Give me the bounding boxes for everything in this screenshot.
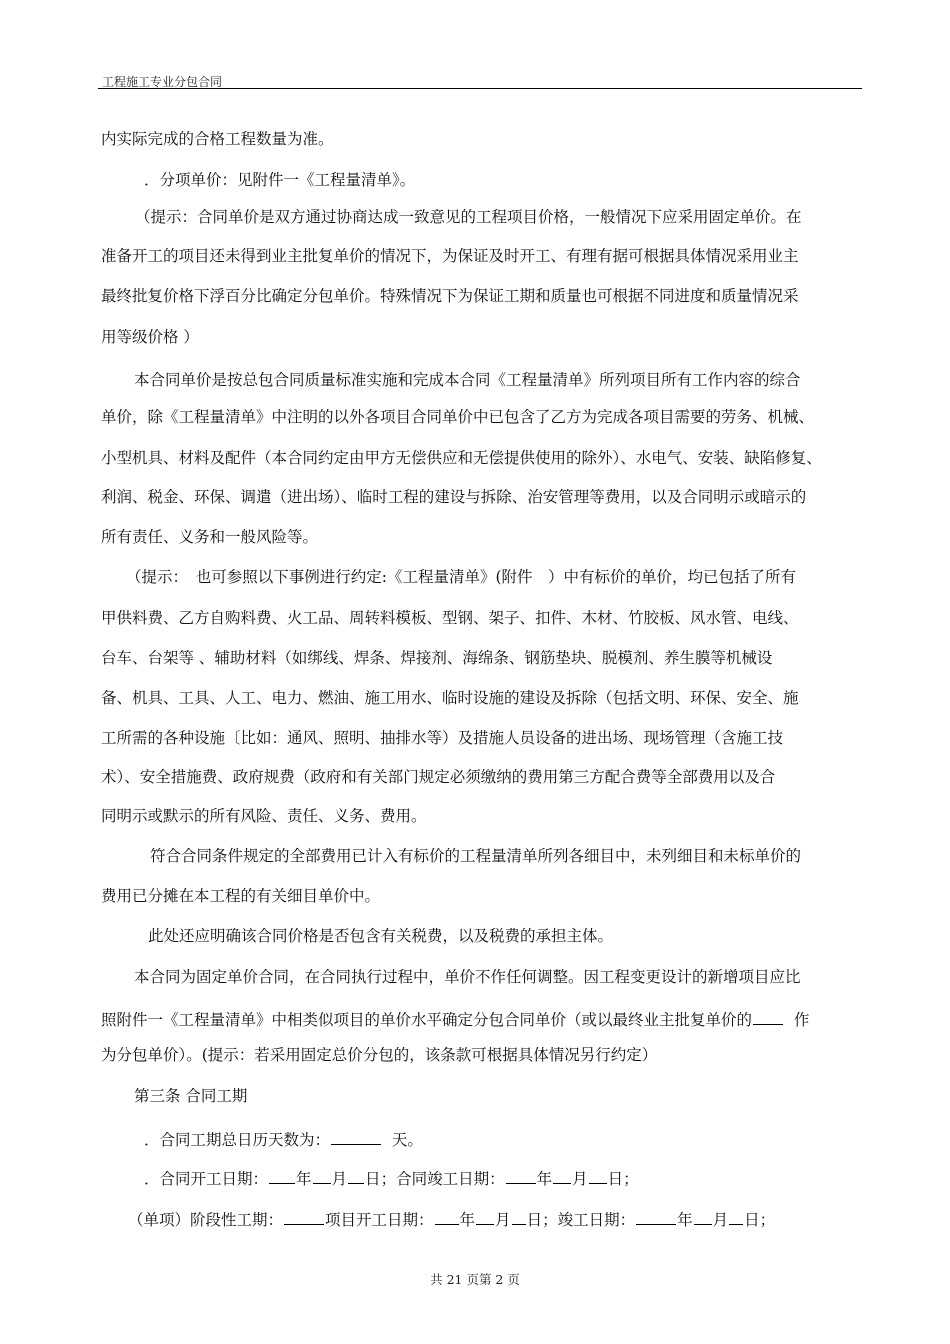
contract-dates-line [144, 1169, 639, 1188]
paragraph-line: 内实际完成的合格工程数量为准。 [101, 130, 334, 148]
year-label: 年 [296, 1170, 312, 1188]
stage-period-line [128, 1210, 775, 1229]
field-label: 天。 [391, 1131, 423, 1149]
day-label: 日； [744, 1211, 776, 1229]
total-days-line [144, 1130, 423, 1149]
paragraph-line: 符合合同条件规定的全部费用已计入有标价的工程量清单所列各细目中，未列细目和未标单价的 [150, 847, 802, 865]
start-month-blank[interactable] [313, 1169, 331, 1184]
stage-end-year-blank[interactable] [636, 1210, 676, 1225]
section-heading: 第三条 合同工期 [134, 1087, 248, 1105]
fill-blank[interactable] [753, 1010, 783, 1025]
paragraph-line: 本合同为固定单价合同，在合同执行过程中，单价不作任何调整。因工程变更设计的新增项目应比 [134, 968, 801, 986]
paragraph-text: 作 [793, 1011, 810, 1029]
paragraph-line: 甲供料费、乙方自购料费、火工品、周转料模板、型钢、架子、扣件、木材、竹胶板、风水管、电线、 [101, 609, 799, 627]
field-label: 项目开工日期： [325, 1211, 434, 1229]
paragraph-text: 照附件一《工程量清单》中相类似项目的单价水平确定分包合同单价（或以最终业主批复单价的 [101, 1011, 753, 1029]
paragraph-line: （提示： 也可参照以下事例进行约定:《工程量清单》(附件 ）中有标价的单价，均已包括了所有 [126, 568, 797, 586]
month-label: 月 [572, 1170, 588, 1188]
paragraph-line: 为分包单价）。(提示：若采用固定总价分包的，该条款可根据具体情况另行约定） [101, 1046, 658, 1064]
paragraph-line: 同明示或默示的所有风险、责任、义务、费用。 [101, 807, 427, 825]
paragraph-line [101, 1010, 809, 1029]
paragraph-line: 术）、安全措施费、政府规费（政府和有关部门规定必须缴纳的费用第三方配合费等全部费用以及合 [101, 768, 776, 786]
stage-end-day-blank[interactable] [729, 1210, 743, 1225]
day-label: 日； [607, 1170, 639, 1188]
paragraph-line: （提示：合同单价是双方通过协商达成一致意见的工程项目价格，一般情况下应采用固定单价。在 [135, 208, 802, 226]
month-label: 月 [712, 1211, 729, 1229]
paragraph-line: 此处还应明确该合同价格是否包含有关税费，以及税费的承担主体。 [148, 927, 614, 945]
total-days-blank[interactable] [331, 1130, 381, 1145]
running-header: 工程施工专业分包合同 [102, 75, 223, 89]
paragraph-line: 利润、税金、环保、调遣（进出场）、临时工程的建设与拆除、治安管理等费用，以及合同明示或暗示的 [101, 488, 807, 506]
year-label: 年 [677, 1211, 693, 1229]
end-month-blank[interactable] [553, 1169, 571, 1184]
start-year-blank[interactable] [269, 1169, 295, 1184]
header-rule [98, 88, 862, 89]
stage-start-year-blank[interactable] [435, 1210, 459, 1225]
day-label: 日 [365, 1170, 381, 1188]
paragraph-line: 台车、台架等 、辅助材料（如绑线、焊条、焊接剂、海绵条、钢筋垫块、脱模剂、养生膜等机械设 [101, 649, 773, 667]
field-label: ．合同开工日期： [144, 1170, 269, 1188]
paragraph-line: 本合同单价是按总包合同质量标准实施和完成本合同《工程量清单》所列项目所有工作内容的综合 [134, 371, 801, 389]
paragraph-line: ．分项单价：见附件一《工程量清单》。 [144, 171, 416, 189]
year-label: 年 [536, 1170, 553, 1188]
field-label: （单项）阶段性工期： [128, 1211, 284, 1229]
year-label: 年 [459, 1211, 476, 1229]
start-day-blank[interactable] [348, 1169, 364, 1184]
paragraph-line: 备、机具、工具、人工、电力、燃油、施工用水、临时设施的建设及拆除（包括文明、环保、安全、施 [101, 689, 799, 707]
paragraph-line: 最终批复价格下浮百分比确定分包单价。特殊情况下为保证工期和质量也可根据不同进度和质量情况采 [101, 287, 799, 305]
day-label: 日 [526, 1211, 543, 1229]
month-label: 月 [495, 1211, 511, 1229]
paragraph-line: 用等级价格 ） [101, 328, 199, 346]
field-label: ；竣工日期： [542, 1211, 636, 1229]
stage-start-month-blank[interactable] [476, 1210, 494, 1225]
month-label: 月 [331, 1170, 348, 1188]
paragraph-line: 工所需的各种设施〔比如：通风、照明、抽排水等）及措施人员设备的进出场、现场管理（含施工技 [101, 729, 784, 747]
paragraph-line: 单价，除《工程量清单》中注明的以外各项目合同单价中已包含了乙方为完成各项目需要的劳务、机械、 [101, 408, 815, 426]
end-year-blank[interactable] [506, 1169, 536, 1184]
stage-period-blank[interactable] [284, 1210, 324, 1225]
stage-start-day-blank[interactable] [512, 1210, 526, 1225]
paragraph-line: 准备开工的项目还未得到业主批复单价的情况下，为保证及时开工、有理有据可根据具体情况采用业主 [101, 247, 799, 265]
field-label: ；合同竣工日期： [380, 1170, 505, 1188]
page-footer: 共 21 页第 2 页 [430, 1272, 520, 1287]
paragraph-line: 所有责任、义务和一般风险等。 [101, 528, 319, 546]
paragraph-line: 费用已分摊在本工程的有关细目单价中。 [101, 887, 381, 905]
end-day-blank[interactable] [589, 1169, 607, 1184]
paragraph-line: 小型机具、材料及配件（本合同约定由甲方无偿供应和无偿提供使用的除外）、水电气、安装、缺陷修复、 [101, 449, 822, 467]
stage-end-month-blank[interactable] [694, 1210, 712, 1225]
field-label: ．合同工期总日历天数为： [144, 1131, 331, 1149]
